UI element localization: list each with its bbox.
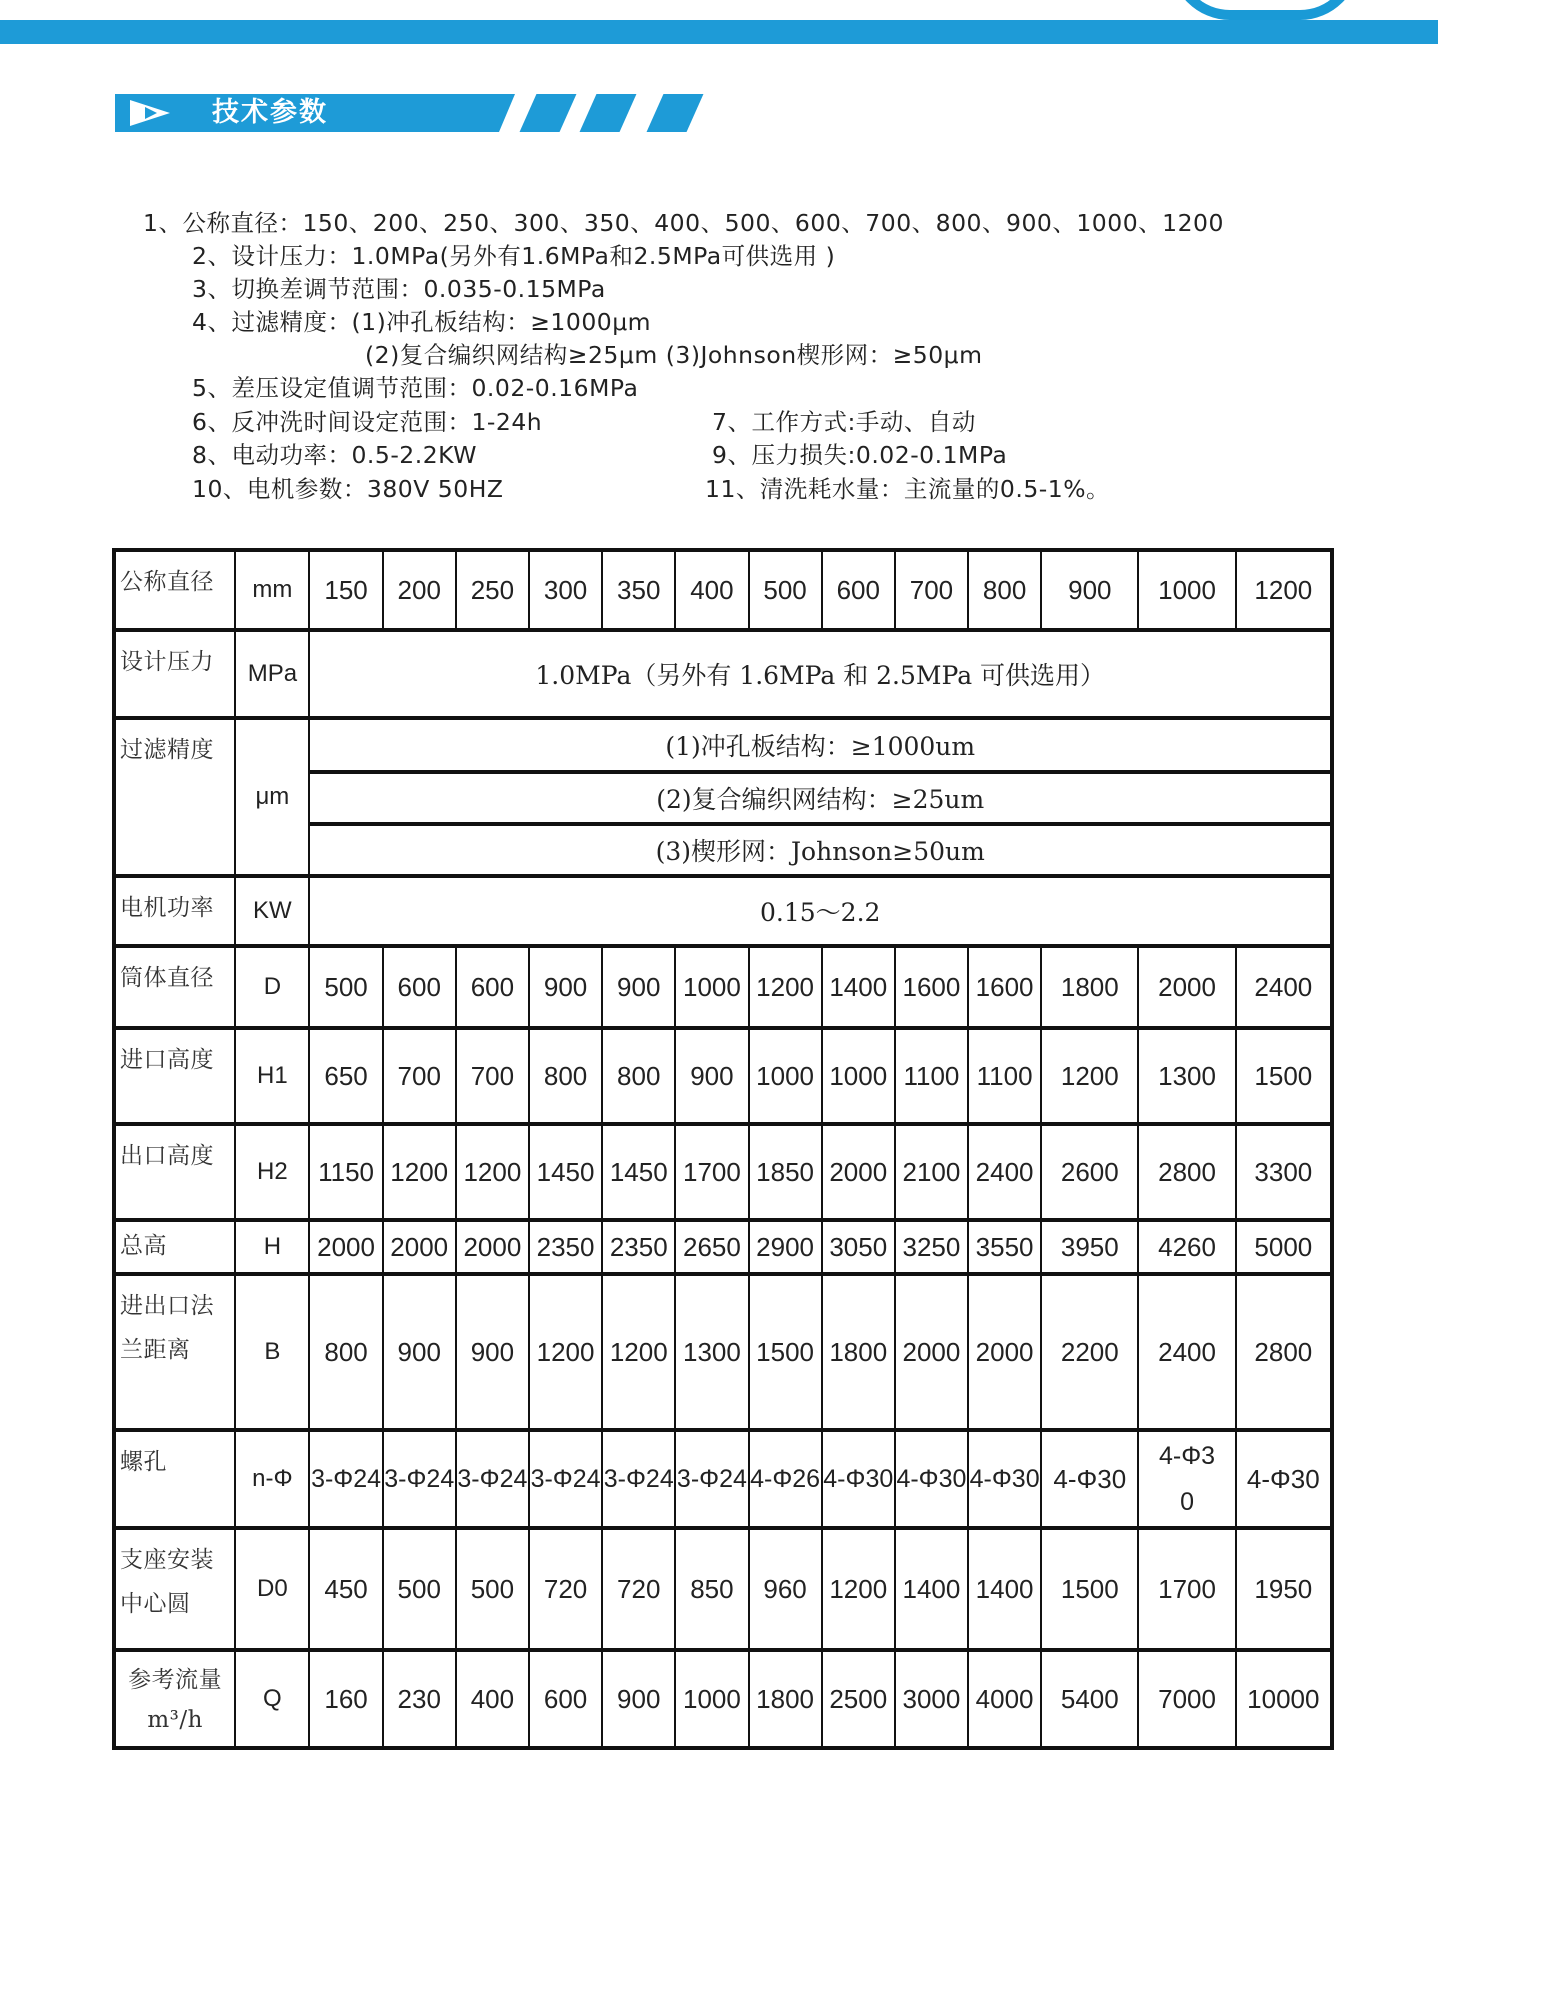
table-cell: 720 <box>529 1528 602 1650</box>
section-title: 技术参数 <box>212 97 328 128</box>
table-cell: 1200 <box>1236 550 1332 630</box>
table-cell: 4-Φ30 <box>895 1430 968 1528</box>
param-item: 4、过滤精度：(1)冲孔板结构：≥1000μm <box>192 308 652 336</box>
table-cell: 1950 <box>1236 1528 1332 1650</box>
table-cell: 4000 <box>968 1650 1041 1748</box>
table-cell: 1400 <box>822 946 895 1028</box>
table-cell: 850 <box>675 1528 748 1650</box>
unit-cell: H1 <box>235 1028 309 1124</box>
table-cell: 900 <box>529 946 602 1028</box>
table-row <box>114 1650 1332 1748</box>
table-cell: 3050 <box>822 1220 895 1274</box>
table-cell: 4-Φ30 <box>822 1430 895 1528</box>
param-item: 8、电动功率：0.5-2.2KW <box>192 441 477 469</box>
table-cell: 2100 <box>895 1124 968 1220</box>
param-item: 7、工作方式:手动、自动 <box>712 408 976 436</box>
table-cell: 230 <box>383 1650 456 1748</box>
table-cell: 1500 <box>1041 1528 1138 1650</box>
table-cell: 650 <box>309 1028 382 1124</box>
table-cell: 1500 <box>1236 1028 1332 1124</box>
table-row <box>114 630 1332 718</box>
table-cell: 4-Φ30 <box>1041 1430 1138 1528</box>
table-cell: 300 <box>529 550 602 630</box>
decorative-stripe <box>647 94 704 132</box>
arrow-notch <box>145 107 157 119</box>
table-row <box>114 876 1332 946</box>
unit-cell: D <box>235 946 309 1028</box>
table-cell: 1200 <box>1041 1028 1138 1124</box>
table-cell: 1000 <box>1138 550 1235 630</box>
table-cell: 700 <box>456 1028 529 1124</box>
table-cell: 1700 <box>1138 1528 1235 1650</box>
table-cell: 2000 <box>968 1274 1041 1430</box>
table-cell: 1600 <box>895 946 968 1028</box>
table-cell: 1200 <box>529 1274 602 1430</box>
unit-cell: MPa <box>235 630 309 718</box>
table-cell: 3000 <box>895 1650 968 1748</box>
param-item: 5、差压设定值调节范围：0.02-0.16MPa <box>192 374 639 402</box>
table-cell: 1400 <box>968 1528 1041 1650</box>
table-cell: 1800 <box>822 1274 895 1430</box>
row-label-text: 参考流量 <box>128 1667 223 1693</box>
row-label: 总高 <box>114 1220 235 1274</box>
unit-cell: μm <box>235 718 309 876</box>
decorative-stripe <box>580 94 637 132</box>
table-cell: 1100 <box>968 1028 1041 1124</box>
table-cell: 1400 <box>895 1528 968 1650</box>
table-cell: 10000 <box>1236 1650 1332 1748</box>
table-cell: 2200 <box>1041 1274 1138 1430</box>
table-cell: 1000 <box>675 1650 748 1748</box>
table-cell: 1800 <box>749 1650 822 1748</box>
table-cell: 1300 <box>675 1274 748 1430</box>
row-label <box>114 1650 235 1748</box>
filter-precision-line: (3)楔形网：Johnson≥50um <box>309 824 1332 876</box>
table-cell: 350 <box>602 550 675 630</box>
table-cell: 4-Φ26 <box>749 1430 822 1528</box>
table-cell: 700 <box>895 550 968 630</box>
unit-cell: D0 <box>235 1528 309 1650</box>
table-row <box>114 1124 1332 1220</box>
table-cell: 1200 <box>822 1528 895 1650</box>
table-cell: 1000 <box>822 1028 895 1124</box>
unit-cell: n-Φ <box>235 1430 309 1528</box>
table-cell: 3300 <box>1236 1124 1332 1220</box>
table-cell: 3250 <box>895 1220 968 1274</box>
table-cell: 7000 <box>1138 1650 1235 1748</box>
param-item: 3、切换差调节范围：0.035-0.15MPa <box>192 275 606 303</box>
row-label: 筒体直径 <box>114 946 235 1028</box>
table-cell: 4-Φ30 <box>968 1430 1041 1528</box>
table-cell: 2000 <box>895 1274 968 1430</box>
row-label: 设计压力 <box>114 630 235 718</box>
table-cell: 900 <box>1041 550 1138 630</box>
table-cell: 1200 <box>749 946 822 1028</box>
table-cell: 2350 <box>602 1220 675 1274</box>
table-cell: 1600 <box>968 946 1041 1028</box>
table-row <box>114 718 1332 772</box>
table-cell: 800 <box>529 1028 602 1124</box>
table-cell: 1200 <box>602 1274 675 1430</box>
row-label: 公称直径 <box>114 550 235 630</box>
table-cell: 900 <box>675 1028 748 1124</box>
table-cell: 1100 <box>895 1028 968 1124</box>
table-cell: 2350 <box>529 1220 602 1274</box>
param-item: 6、反冲洗时间设定范围：1-24h <box>192 408 543 436</box>
table-cell: 2000 <box>1138 946 1235 1028</box>
unit-cell: mm <box>235 550 309 630</box>
param-item: (2)复合编织网结构≥25μm (3)Johnson楔形网：≥50μm <box>365 341 983 369</box>
table-cell: 3-Φ24 <box>602 1430 675 1528</box>
table-cell: 500 <box>456 1528 529 1650</box>
filter-precision-line: (2)复合编织网结构：≥25um <box>309 772 1332 824</box>
table-cell: 2400 <box>1138 1274 1235 1430</box>
table-cell: 2650 <box>675 1220 748 1274</box>
top-blue-bar <box>0 20 1438 44</box>
table-cell: 250 <box>456 550 529 630</box>
param-item: 10、电机参数：380V 50HZ <box>192 475 504 503</box>
table-cell: 160 <box>309 1650 382 1748</box>
table-cell: 400 <box>456 1650 529 1748</box>
table-cell: 450 <box>309 1528 382 1650</box>
table-cell: 1300 <box>1138 1028 1235 1124</box>
row-label: 电机功率 <box>114 876 235 946</box>
table-cell: 700 <box>383 1028 456 1124</box>
table-row <box>114 550 1332 630</box>
table-cell: 2000 <box>456 1220 529 1274</box>
unit-cell: H2 <box>235 1124 309 1220</box>
table-cell: 200 <box>383 550 456 630</box>
table-cell: 900 <box>456 1274 529 1430</box>
table-cell: 1200 <box>383 1124 456 1220</box>
table-cell: 500 <box>309 946 382 1028</box>
table-cell: 4260 <box>1138 1220 1235 1274</box>
row-label: 进出口法兰距离 <box>114 1274 235 1430</box>
table-cell: 1450 <box>602 1124 675 1220</box>
table-cell: 800 <box>968 550 1041 630</box>
table-cell: 600 <box>529 1650 602 1748</box>
row-label: 过滤精度 <box>114 718 235 876</box>
table-cell: 3550 <box>968 1220 1041 1274</box>
table-cell: 500 <box>749 550 822 630</box>
table-cell: 1000 <box>749 1028 822 1124</box>
param-item: 2、设计压力：1.0MPa(另外有1.6MPa和2.5MPa可供选用 ) <box>192 242 836 270</box>
spec-table <box>112 548 1334 1750</box>
table-cell: 960 <box>749 1528 822 1650</box>
table-cell: 1700 <box>675 1124 748 1220</box>
table-cell: 5400 <box>1041 1650 1138 1748</box>
decorative-stripe <box>520 94 577 132</box>
table-cell: 2400 <box>1236 946 1332 1028</box>
table-row <box>114 1274 1332 1430</box>
logo-arc-decoration <box>1170 0 1360 20</box>
table-cell: 1450 <box>529 1124 602 1220</box>
row-label: 进口高度 <box>114 1028 235 1124</box>
table-cell: 2000 <box>309 1220 382 1274</box>
table-cell: 1200 <box>456 1124 529 1220</box>
table-row <box>114 1028 1332 1124</box>
table-cell: 2900 <box>749 1220 822 1274</box>
table-cell: 2800 <box>1236 1274 1332 1430</box>
table-row <box>114 1528 1332 1650</box>
table-cell: 900 <box>602 1650 675 1748</box>
row-label-unit: m³/h <box>147 1707 203 1733</box>
unit-cell: KW <box>235 876 309 946</box>
table-cell: 800 <box>602 1028 675 1124</box>
table-cell: 3-Φ24 <box>383 1430 456 1528</box>
unit-cell: Q <box>235 1650 309 1748</box>
table-cell: 2600 <box>1041 1124 1138 1220</box>
filter-precision-line: (1)冲孔板结构：≥1000um <box>309 718 1332 772</box>
table-row <box>114 946 1332 1028</box>
table-cell: 600 <box>456 946 529 1028</box>
row-label: 出口高度 <box>114 1124 235 1220</box>
table-cell: 900 <box>602 946 675 1028</box>
table-cell: 900 <box>383 1274 456 1430</box>
unit-cell: H <box>235 1220 309 1274</box>
motor-power-value: 0.15～2.2 <box>309 876 1332 946</box>
table-cell: 3-Φ24 <box>456 1430 529 1528</box>
table-cell: 3-Φ24 <box>675 1430 748 1528</box>
table-cell: 5000 <box>1236 1220 1332 1274</box>
unit-cell: B <box>235 1274 309 1430</box>
table-cell: 500 <box>383 1528 456 1650</box>
table-row <box>114 1430 1332 1528</box>
table-cell: 2500 <box>822 1650 895 1748</box>
table-cell: 1500 <box>749 1274 822 1430</box>
table-row <box>114 1220 1332 1274</box>
table-cell: 800 <box>309 1274 382 1430</box>
param-item: 11、清洗耗水量：主流量的0.5-1%。 <box>705 475 1111 503</box>
design-pressure-value: 1.0MPa（另外有 1.6MPa 和 2.5MPa 可供选用） <box>309 630 1332 718</box>
table-cell: 1850 <box>749 1124 822 1220</box>
table-cell: 3-Φ24 <box>529 1430 602 1528</box>
table-cell: 1800 <box>1041 946 1138 1028</box>
table-cell: 600 <box>822 550 895 630</box>
table-cell: 1000 <box>675 946 748 1028</box>
table-cell: 4-Φ30 <box>1236 1430 1332 1528</box>
table-cell: 4-Φ30 <box>1138 1430 1235 1528</box>
table-cell: 3950 <box>1041 1220 1138 1274</box>
param-item: 9、压力损失:0.02-0.1MPa <box>712 441 1008 469</box>
param-item: 1、公称直径：150、200、250、300、350、400、500、600、700、800、900、1000、1200 <box>143 209 1224 237</box>
table-cell: 400 <box>675 550 748 630</box>
table-cell: 2000 <box>383 1220 456 1274</box>
row-label: 支座安装中心圆 <box>114 1528 235 1650</box>
table-cell: 3-Φ24 <box>309 1430 382 1528</box>
table-cell: 720 <box>602 1528 675 1650</box>
table-cell: 1150 <box>309 1124 382 1220</box>
table-cell: 150 <box>309 550 382 630</box>
table-cell: 2800 <box>1138 1124 1235 1220</box>
table-cell: 2000 <box>822 1124 895 1220</box>
row-label: 螺孔 <box>114 1430 235 1528</box>
table-cell: 600 <box>383 946 456 1028</box>
table-cell: 2400 <box>968 1124 1041 1220</box>
